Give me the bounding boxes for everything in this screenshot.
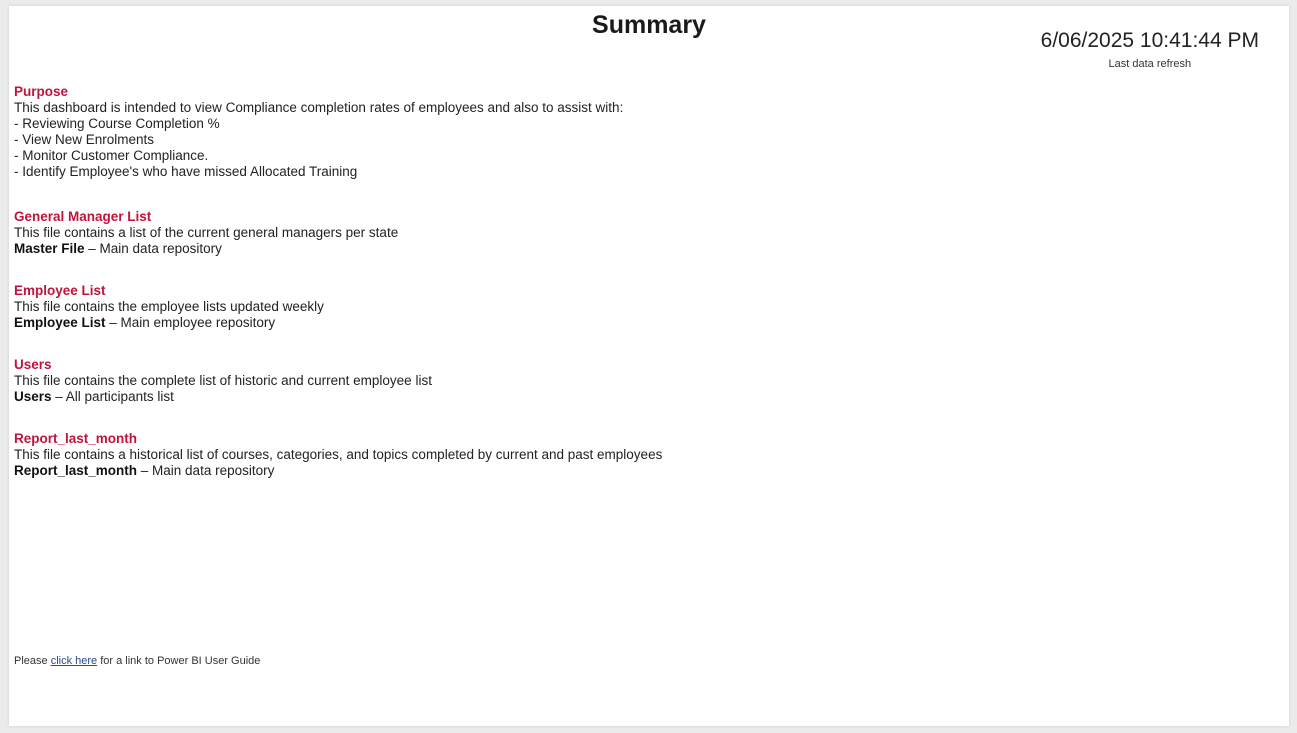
section-heading: General Manager List [14,209,152,224]
section-heading: Users [14,357,52,372]
section-description: This file contains a list of the current general managers per state [14,225,399,240]
section-heading: Report_last_month [14,431,138,446]
section-file-name: Employee List [14,315,106,330]
section-file-desc: – Main employee repository [105,315,276,330]
purpose-item: - Identify Employee's who have missed Allocated Training [14,164,358,179]
page-title: Summary [592,11,706,39]
last-refresh-label: Last data refresh [1108,58,1192,70]
report-last-month-section [14,431,914,479]
purpose-section [14,84,914,180]
section-file-desc: – Main data repository [84,241,222,256]
purpose-heading: Purpose [14,84,69,99]
report-canvas [9,6,1289,726]
section-file-line [14,389,914,405]
section-file-line [14,463,914,479]
user-guide-link[interactable]: click here [50,655,98,667]
purpose-item: - Monitor Customer Compliance. [14,148,209,163]
employee-list-section [14,283,914,331]
footer-suffix: for a link to Power BI User Guide [97,655,261,667]
section-file-desc: – All participants list [51,389,174,404]
last-refresh-card [1041,28,1259,70]
section-file-name: Report_last_month [14,463,138,478]
section-file-line [14,241,914,257]
section-file-name: Users [14,389,52,404]
section-description: This file contains the complete list of historic and current employee list [14,373,432,388]
section-description: This file contains the employee lists updated weekly [14,299,324,314]
purpose-intro: This dashboard is intended to view Compliance completion rates of employees and also to assist with: [14,100,624,115]
users-section [14,357,914,405]
footer-prefix: Please [14,655,51,667]
purpose-item: - View New Enrolments [14,132,155,147]
section-description: This file contains a historical list of courses, categories, and topics completed by current and past employees [14,447,663,462]
purpose-item: - Reviewing Course Completion % [14,116,220,131]
last-refresh-datetime: 6/06/2025 10:41:44 PM [1040,29,1259,52]
user-guide-footer [14,655,260,667]
section-file-line [14,315,914,331]
section-heading: Employee List [14,283,106,298]
section-file-name: Master File [14,241,85,256]
summary-text-box [14,84,914,505]
general-manager-list-section [14,209,914,257]
section-file-desc: – Main data repository [137,463,275,478]
